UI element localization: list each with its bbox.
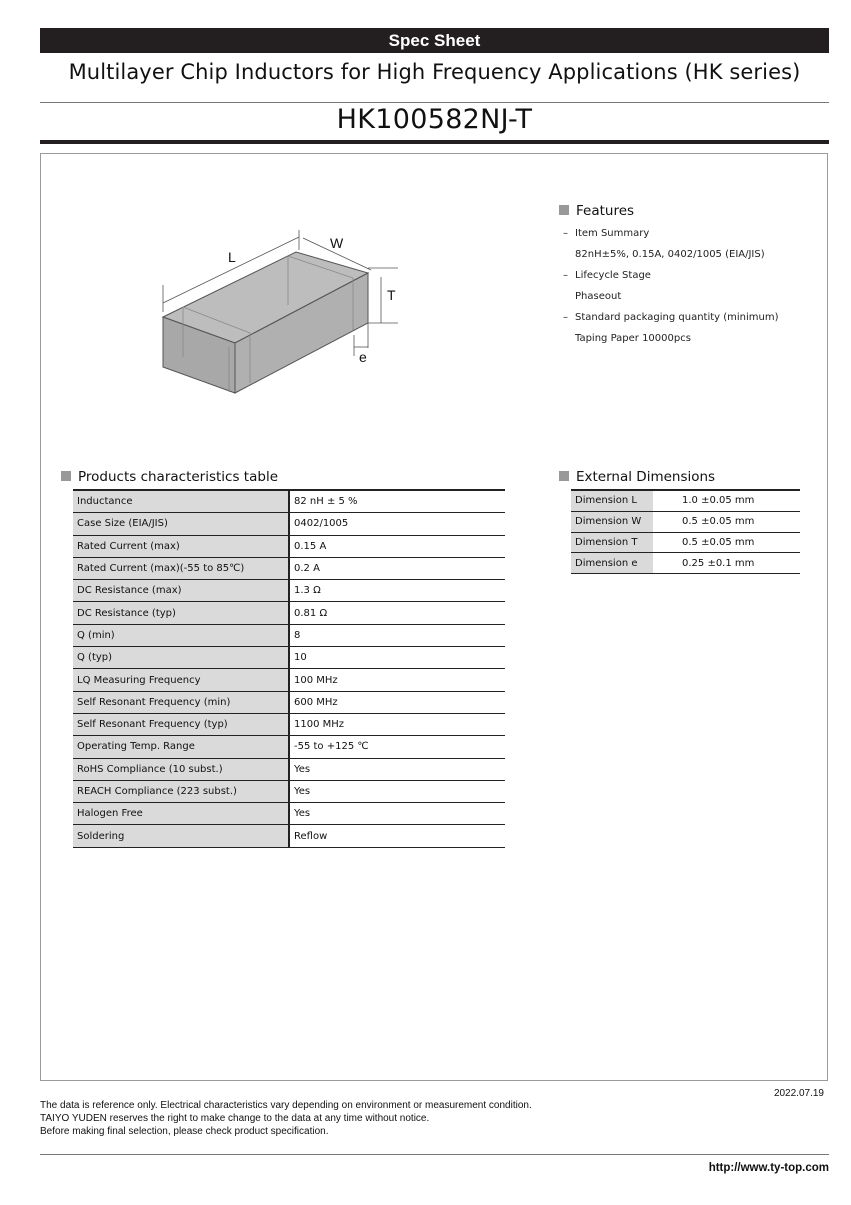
row-value: 1.3 Ω (289, 580, 505, 602)
table-row (73, 736, 505, 758)
square-bullet-icon (559, 471, 569, 481)
table-row (571, 553, 800, 574)
row-value: 0402/1005 (289, 513, 505, 535)
feature-packaging-title: – Standard packaging quantity (minimum) (563, 312, 779, 323)
product-series-title: Multilayer Chip Inductors for High Frequency Applications (HK series) (68, 60, 801, 84)
row-label: RoHS Compliance (10 subst.) (73, 758, 289, 780)
row-value: -55 to +125 ℃ (289, 736, 505, 758)
row-value: 600 MHz (289, 691, 505, 713)
dimensions-heading: External Dimensions (559, 469, 715, 485)
row-label: Self Resonant Frequency (typ) (73, 713, 289, 735)
row-label: Rated Current (max)(-55 to 85℃) (73, 557, 289, 579)
row-value: 1100 MHz (289, 713, 505, 735)
row-label: LQ Measuring Frequency (73, 669, 289, 691)
spec-sheet-banner: Spec Sheet (40, 28, 829, 53)
row-value: 82 nH ± 5 % (289, 490, 505, 513)
dimension-label-l: L (228, 249, 236, 265)
row-label: Case Size (EIA/JIS) (73, 513, 289, 535)
row-value: 8 (289, 624, 505, 646)
table-row (571, 490, 800, 511)
square-bullet-icon (61, 471, 71, 481)
part-number: HK100582NJ-T (336, 104, 533, 135)
table-row (73, 669, 505, 691)
dimensions-table (571, 489, 800, 574)
table-row (73, 602, 505, 624)
row-label: Dimension e (571, 553, 653, 574)
row-value: 0.25 ±0.1 mm (653, 553, 800, 574)
divider (40, 140, 829, 144)
disclaimer-line: Before making final selection, please check product specification. (40, 1126, 329, 1137)
row-label: Rated Current (max) (73, 535, 289, 557)
characteristics-heading: Products characteristics table (61, 469, 278, 485)
row-label: Q (typ) (73, 647, 289, 669)
row-value: 100 MHz (289, 669, 505, 691)
row-value: Reflow (289, 825, 505, 847)
table-row (73, 825, 505, 847)
row-label: Soldering (73, 825, 289, 847)
feature-item-summary-title: – Item Summary (563, 228, 650, 239)
row-label: Dimension L (571, 490, 653, 511)
row-value: 1.0 ±0.05 mm (653, 490, 800, 511)
row-label: Dimension T (571, 532, 653, 553)
table-row (73, 624, 505, 646)
row-value: 0.2 A (289, 557, 505, 579)
row-value: Yes (289, 780, 505, 802)
row-label: Inductance (73, 490, 289, 513)
row-label: REACH Compliance (223 subst.) (73, 780, 289, 802)
row-label: Dimension W (571, 511, 653, 532)
divider (40, 1154, 829, 1155)
row-value: Yes (289, 803, 505, 825)
row-value: 0.5 ±0.05 mm (653, 511, 800, 532)
row-label: Halogen Free (73, 803, 289, 825)
characteristics-table (73, 489, 505, 848)
row-value: 0.81 Ω (289, 602, 505, 624)
table-row (73, 490, 505, 513)
row-value: 0.5 ±0.05 mm (653, 532, 800, 553)
row-value: 10 (289, 647, 505, 669)
disclaimer-line: The data is reference only. Electrical characteristics vary depending on environment or measurement condition. (40, 1100, 532, 1111)
table-row (73, 780, 505, 802)
row-value: Yes (289, 758, 505, 780)
table-row (73, 557, 505, 579)
row-label: Operating Temp. Range (73, 736, 289, 758)
table-row (73, 691, 505, 713)
row-label: DC Resistance (typ) (73, 602, 289, 624)
website-link[interactable]: http://www.ty-top.com (708, 1162, 829, 1174)
feature-lifecycle-title: – Lifecycle Stage (563, 270, 651, 281)
feature-packaging-value: Taping Paper 10000pcs (575, 333, 691, 344)
table-row (571, 532, 800, 553)
row-label: DC Resistance (max) (73, 580, 289, 602)
table-row (73, 580, 505, 602)
chip-dimension-diagram (150, 225, 410, 405)
dimension-label-w: W (330, 235, 344, 251)
square-bullet-icon (559, 205, 569, 215)
table-row (73, 513, 505, 535)
feature-item-summary-value: 82nH±5%, 0.15A, 0402/1005 (EIA/JIS) (575, 249, 765, 260)
table-row (73, 803, 505, 825)
feature-lifecycle-value: Phaseout (575, 291, 622, 302)
features-heading: Features (559, 203, 634, 219)
dimension-label-e: e (359, 349, 367, 365)
row-label: Q (min) (73, 624, 289, 646)
dimension-label-t: T (387, 287, 396, 303)
table-row (73, 713, 505, 735)
table-row (571, 511, 800, 532)
row-value: 0.15 A (289, 535, 505, 557)
table-row (73, 647, 505, 669)
table-row (73, 758, 505, 780)
issue-date: 2022.07.19 (773, 1088, 824, 1099)
row-label: Self Resonant Frequency (min) (73, 691, 289, 713)
table-row (73, 535, 505, 557)
disclaimer-line: TAIYO YUDEN reserves the right to make change to the data at any time without notice. (40, 1113, 430, 1124)
